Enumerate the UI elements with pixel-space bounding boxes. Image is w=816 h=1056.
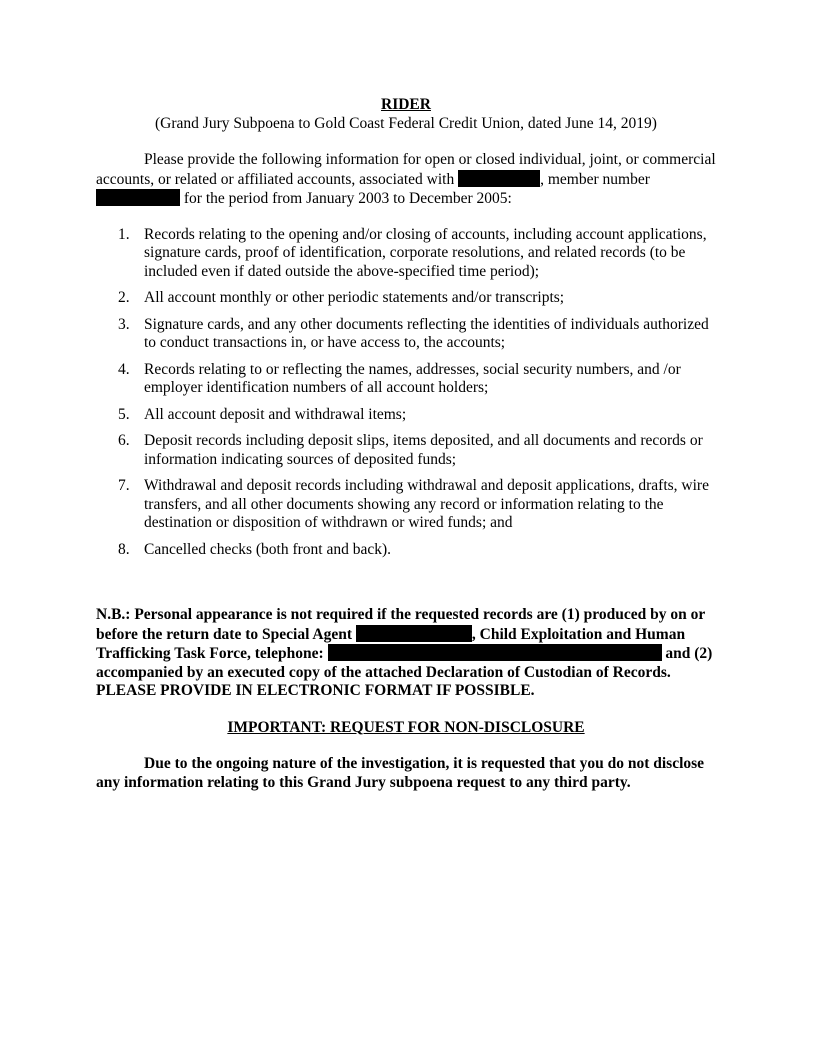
list-item xyxy=(96,289,716,308)
list-item-number: 4. xyxy=(118,360,130,378)
list-item-number: 3. xyxy=(118,315,130,333)
intro-text-2: , member number xyxy=(540,170,650,188)
list-item-number: 2. xyxy=(118,289,130,306)
nb-paragraph xyxy=(96,606,716,701)
list-item xyxy=(96,226,716,282)
records-list xyxy=(96,226,716,560)
non-disclosure-paragraph: Due to the ongoing nature of the investigation, it is requested that you do not disclose any information relating to this Grand Jury subpoena request to any third party. xyxy=(96,755,705,791)
list-item-number: 8. xyxy=(118,540,130,558)
redacted-telephone xyxy=(328,644,662,661)
list-item xyxy=(96,477,716,533)
list-item-text: Records relating to or reflecting the names, addresses, social security numbers, and /or employer identification numbers of all account holders; xyxy=(144,360,681,396)
intro-text-3: for the period from January 2003 to December 2005: xyxy=(183,190,512,207)
nb-text-3: and (2) accompanied by an executed copy of the attached Declaration of Custodian of Records. PLEASE PROVIDE IN ELECTRONIC FORMAT IF POSSIBLE. xyxy=(96,645,713,699)
intro-paragraph xyxy=(96,151,716,209)
page-title: RIDER xyxy=(381,96,431,113)
list-item xyxy=(96,541,716,560)
document-page xyxy=(96,96,716,792)
nb-text-2: , Child Exploitation and Human Trafficking Task Force, telephone: xyxy=(96,625,686,662)
list-item-number: 7. xyxy=(118,477,130,494)
redacted-account-holder xyxy=(458,170,540,187)
page-subtitle: (Grand Jury Subpoena to Gold Coast Federal Credit Union, dated June 14, 2019) xyxy=(155,114,657,132)
list-item-text: Signature cards, and any other documents reflecting the identities of individuals authorized to conduct transactions in, or have access to, the accounts; xyxy=(144,315,709,351)
list-item xyxy=(96,316,716,353)
list-item-text: Deposit records including deposit slips, items deposited, and all documents and records or information indicating sources of deposited funds; xyxy=(144,432,703,468)
redacted-member-number xyxy=(96,189,180,206)
list-item xyxy=(96,406,716,425)
nb-text-1: N.B.: Personal appearance is not required if the requested records are (1) produced by on or before the return date to Special Agent xyxy=(96,606,705,643)
redacted-agent-name xyxy=(356,625,472,642)
list-item-number: 1. xyxy=(118,225,130,243)
list-item-number: 5. xyxy=(118,405,130,423)
list-item xyxy=(96,361,716,398)
intro-text-1: Please provide the following information for open or closed individual, joint, or commercial accounts, or related or affiliated accounts, associated with xyxy=(96,151,716,188)
list-item-text: All account monthly or other periodic statements and/or transcripts; xyxy=(144,289,565,306)
list-item-text: All account deposit and withdrawal items; xyxy=(144,405,407,423)
non-disclosure-heading: IMPORTANT: REQUEST FOR NON-DISCLOSURE xyxy=(227,718,585,736)
list-item-text: Withdrawal and deposit records including withdrawal and deposit applications, drafts, wire transfers, and all other documents showing any record or information relating to the destination or disposition of withdrawn or wired funds; and xyxy=(144,477,709,531)
list-item-text: Records relating to the opening and/or closing of accounts, including account applications, signature cards, proof of identification, corporate resolutions, and related records (to be included even if dated outside the above-specified time period); xyxy=(144,225,707,280)
list-item-text: Cancelled checks (both front and back). xyxy=(144,540,392,558)
list-item xyxy=(96,432,716,469)
list-item-number: 6. xyxy=(118,432,130,449)
